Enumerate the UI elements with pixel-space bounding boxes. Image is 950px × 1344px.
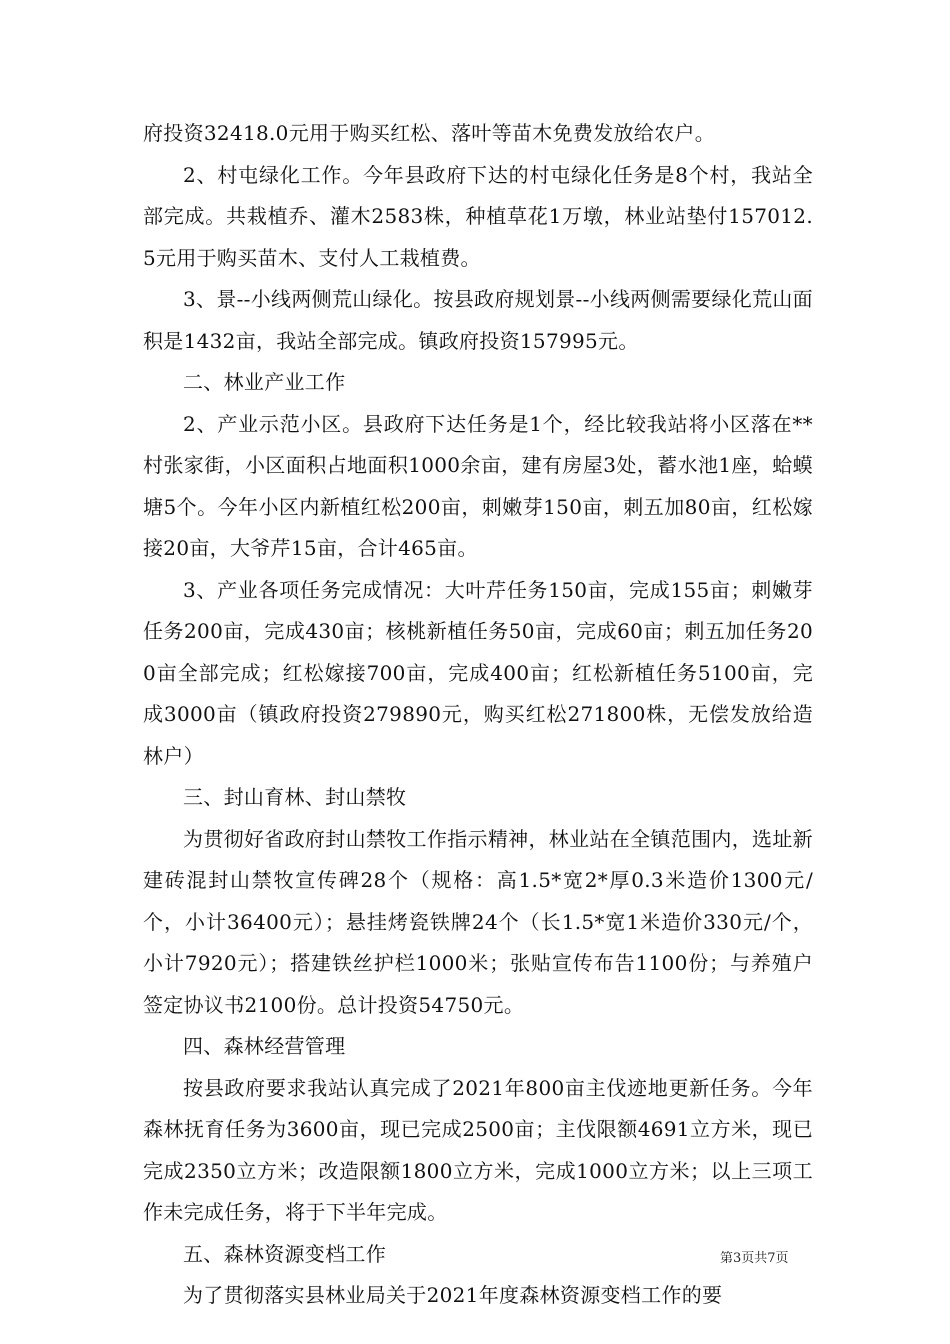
paragraph-grazing-ban: 为贯彻好省政府封山禁牧工作指示精神，林业站在全镇范围内，选址新建砖混封山禁牧宣传碑28个（规格：高1.5*宽2*厚0.3米造价1300元/个，小计36400元）；悬挂烤瓷铁牌24个（长1.5*宽1米造价330元/个，小计7920元）；搭建铁丝护栏1000米；张贴宣传布告1100份；与养殖户签定协议书2100份。总计投资54750元。 — [143, 826, 813, 1017]
paragraph-demo-zone: 2、产业示范小区。县政府下达任务是1个，经比较我站将小区落在**村张家街，小区面积占地面积1000余亩，建有房屋3处，蓄水池1座，蛤蟆塘5个。今年小区内新植红松200亩，刺嫩芽150亩，刺五加80亩，红松嫁接20亩，大爷芹15亩，合计465亩。 — [143, 411, 813, 560]
paragraph-forest-management: 按县政府要求我站认真完成了2021年800亩主伐迹地更新任务。今年森林抚育任务为3600亩，现已完成2500亩；主伐限额4691立方米，现已完成2350立方米；改造限额1800立方米，完成1000立方米；以上三项工作未完成任务，将于下半年完成。 — [143, 1075, 813, 1224]
page-number: 第3页共7页 — [720, 1251, 789, 1266]
section-heading-resource-records: 五、森林资源变档工作 — [183, 1241, 386, 1266]
paragraph-barren-hill-greening: 3、景--小线两侧荒山绿化。按县政府规划景--小线两侧需要绿化荒山面积是1432亩，我站全部完成。镇政府投资157995元。 — [143, 287, 813, 353]
paragraph-village-greening: 2、村屯绿化工作。今年县政府下达的村屯绿化任务是8个村，我站全部完成。共栽植乔、灌木2583株，种植草花1万墩，林业站垫付157012.5元用于购买苗木、支付人工栽植费。 — [143, 162, 813, 270]
section-heading-forest-management: 四、森林经营管理 — [183, 1034, 346, 1058]
document-body — [143, 113, 813, 1317]
paragraph-industry-tasks: 3、产业各项任务完成情况：大叶芹任务150亩，完成155亩；刺嫩芽任务200亩，完成430亩；核桃新植任务50亩，完成60亩；刺五加任务200亩全部完成；红松嫁接700亩，完成400亩；红松新植任务5100亩，完成3000亩（镇政府投资279890元，购买红松271800株，无偿发放给造林户） — [143, 577, 813, 768]
section-heading-mountain-closure: 三、封山育林、封山禁牧 — [183, 785, 407, 809]
section-heading-forestry-industry: 二、林业产业工作 — [183, 370, 346, 394]
paragraph-resource-records: 为了贯彻落实县林业局关于2021年度森林资源变档工作的要 — [183, 1283, 723, 1307]
paragraph-continuation: 府投资32418.0元用于购买红松、落叶等苗木免费发放给农户。 — [143, 121, 716, 145]
